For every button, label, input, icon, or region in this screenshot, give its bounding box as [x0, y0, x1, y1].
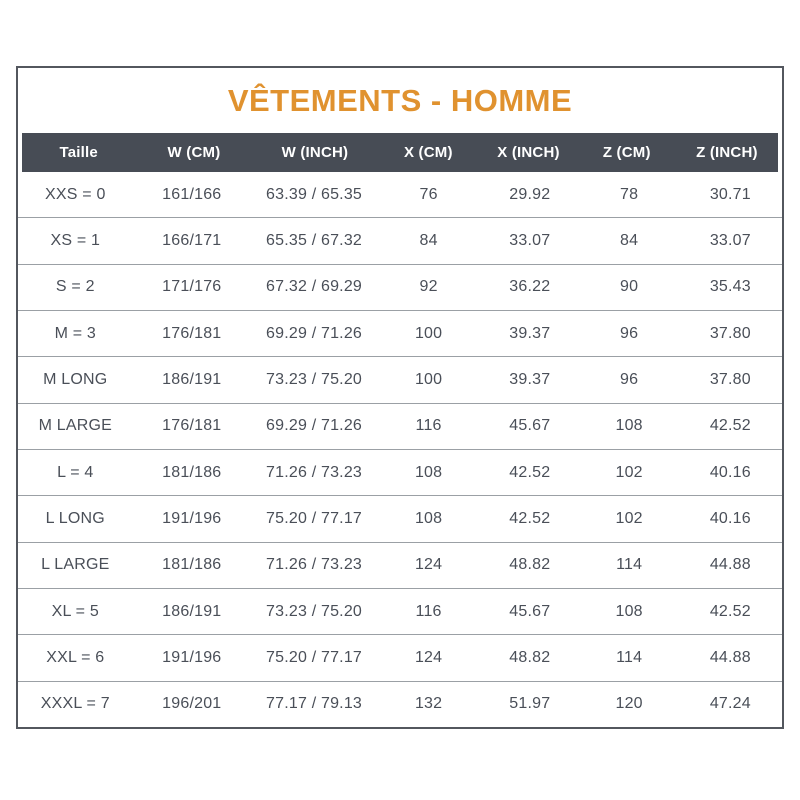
value-cell: 40.16 [709, 463, 751, 481]
size-label-cell: M LARGE [38, 417, 112, 435]
value-cell: 30.71 [709, 185, 751, 203]
value-cell: 181/186 [162, 556, 222, 574]
table-row [18, 264, 782, 310]
value-cell: 36.22 [509, 278, 551, 296]
header-cell: X (CM) [403, 144, 453, 161]
table-row [18, 217, 782, 263]
size-label-cell: XL = 5 [51, 602, 99, 620]
value-cell: 48.82 [509, 648, 551, 666]
value-cell: 29.92 [509, 185, 551, 203]
value-cell: 39.37 [509, 370, 551, 388]
value-cell: 45.67 [509, 417, 551, 435]
value-cell: 186/191 [162, 602, 222, 620]
value-cell: 186/191 [162, 370, 222, 388]
value-cell: 75.20 / 77.17 [266, 509, 363, 527]
value-cell: 124 [414, 556, 443, 574]
table-row [18, 495, 782, 541]
table-row [18, 542, 782, 588]
table-body [18, 172, 782, 727]
header-cell: Taille [59, 144, 98, 161]
value-cell: 78 [620, 185, 639, 203]
value-cell: 96 [620, 370, 639, 388]
header-cell: Z (INCH) [696, 144, 758, 161]
size-label-cell: XXXL = 7 [40, 695, 110, 713]
header-cell: W (INCH) [281, 144, 349, 161]
value-cell: 40.16 [709, 509, 751, 527]
value-cell: 191/196 [162, 648, 222, 666]
value-cell: 92 [419, 278, 438, 296]
value-cell: 102 [615, 463, 643, 481]
header-cell: Z (CM) [602, 144, 651, 161]
value-cell: 181/186 [162, 463, 222, 481]
value-cell: 37.80 [709, 370, 751, 388]
value-cell: 108 [615, 602, 643, 620]
value-cell: 76 [419, 185, 438, 203]
value-cell: 69.29 / 71.26 [266, 417, 363, 435]
value-cell: 75.20 / 77.17 [266, 648, 363, 666]
table-row [18, 310, 782, 356]
title-bar [18, 68, 782, 133]
value-cell: 108 [414, 463, 443, 481]
table-header [22, 133, 778, 172]
value-cell: 176/181 [162, 417, 222, 435]
value-cell: 84 [419, 231, 438, 249]
value-cell: 42.52 [709, 602, 751, 620]
size-label-cell: XXL = 6 [46, 648, 105, 666]
value-cell: 44.88 [709, 556, 751, 574]
value-cell: 114 [616, 556, 643, 574]
value-cell: 116 [415, 417, 442, 435]
value-cell: 96 [620, 324, 639, 342]
size-chart-card [16, 66, 784, 729]
value-cell: 84 [620, 231, 639, 249]
value-cell: 196/201 [162, 695, 222, 713]
table-row [18, 403, 782, 449]
size-label-cell: L LARGE [41, 556, 110, 574]
value-cell: 73.23 / 75.20 [266, 370, 363, 388]
header-cell: X (INCH) [497, 144, 560, 161]
value-cell: 114 [616, 648, 643, 666]
table-row [18, 681, 782, 727]
table-row [18, 588, 782, 634]
page-title: VÊTEMENTS - HOMME [227, 82, 573, 118]
value-cell: 35.43 [709, 278, 751, 296]
value-cell: 100 [414, 324, 443, 342]
value-cell: 102 [615, 509, 643, 527]
value-cell: 124 [414, 648, 443, 666]
table-row [18, 449, 782, 495]
value-cell: 116 [415, 602, 442, 620]
size-label-cell: XXS = 0 [45, 185, 106, 203]
value-cell: 33.07 [509, 231, 551, 249]
value-cell: 176/181 [162, 324, 222, 342]
value-cell: 48.82 [509, 556, 551, 574]
value-cell: 161/166 [162, 185, 222, 203]
header-cell: W (CM) [167, 144, 221, 161]
value-cell: 132 [414, 695, 443, 713]
value-cell: 51.97 [509, 695, 551, 713]
value-cell: 63.39 / 65.35 [266, 185, 363, 203]
value-cell: 166/171 [162, 231, 222, 249]
table-row [18, 356, 782, 402]
value-cell: 191/196 [162, 509, 222, 527]
value-cell: 108 [615, 417, 643, 435]
value-cell: 47.24 [709, 695, 751, 713]
value-cell: 100 [414, 370, 443, 388]
value-cell: 44.88 [709, 648, 751, 666]
value-cell: 67.32 / 69.29 [266, 278, 363, 296]
size-label-cell: L LONG [45, 509, 105, 527]
value-cell: 33.07 [709, 231, 751, 249]
value-cell: 71.26 / 73.23 [266, 463, 363, 481]
value-cell: 39.37 [509, 324, 551, 342]
value-cell: 45.67 [509, 602, 551, 620]
size-label-cell: M = 3 [54, 324, 97, 342]
value-cell: 77.17 / 79.13 [266, 695, 363, 713]
size-label-cell: S = 2 [55, 278, 95, 296]
value-cell: 42.52 [509, 509, 551, 527]
value-cell: 65.35 / 67.32 [266, 231, 363, 249]
size-label-cell: M LONG [43, 370, 108, 388]
size-label-cell: XS = 1 [50, 231, 101, 249]
value-cell: 42.52 [709, 417, 751, 435]
table-row [18, 634, 782, 680]
size-label-cell: L = 4 [57, 463, 94, 481]
table-row [18, 172, 782, 217]
value-cell: 71.26 / 73.23 [266, 556, 363, 574]
value-cell: 171/176 [162, 278, 222, 296]
value-cell: 37.80 [709, 324, 751, 342]
value-cell: 73.23 / 75.20 [266, 602, 363, 620]
value-cell: 90 [620, 278, 639, 296]
value-cell: 108 [414, 509, 443, 527]
value-cell: 120 [615, 695, 643, 713]
value-cell: 42.52 [509, 463, 551, 481]
value-cell: 69.29 / 71.26 [266, 324, 363, 342]
